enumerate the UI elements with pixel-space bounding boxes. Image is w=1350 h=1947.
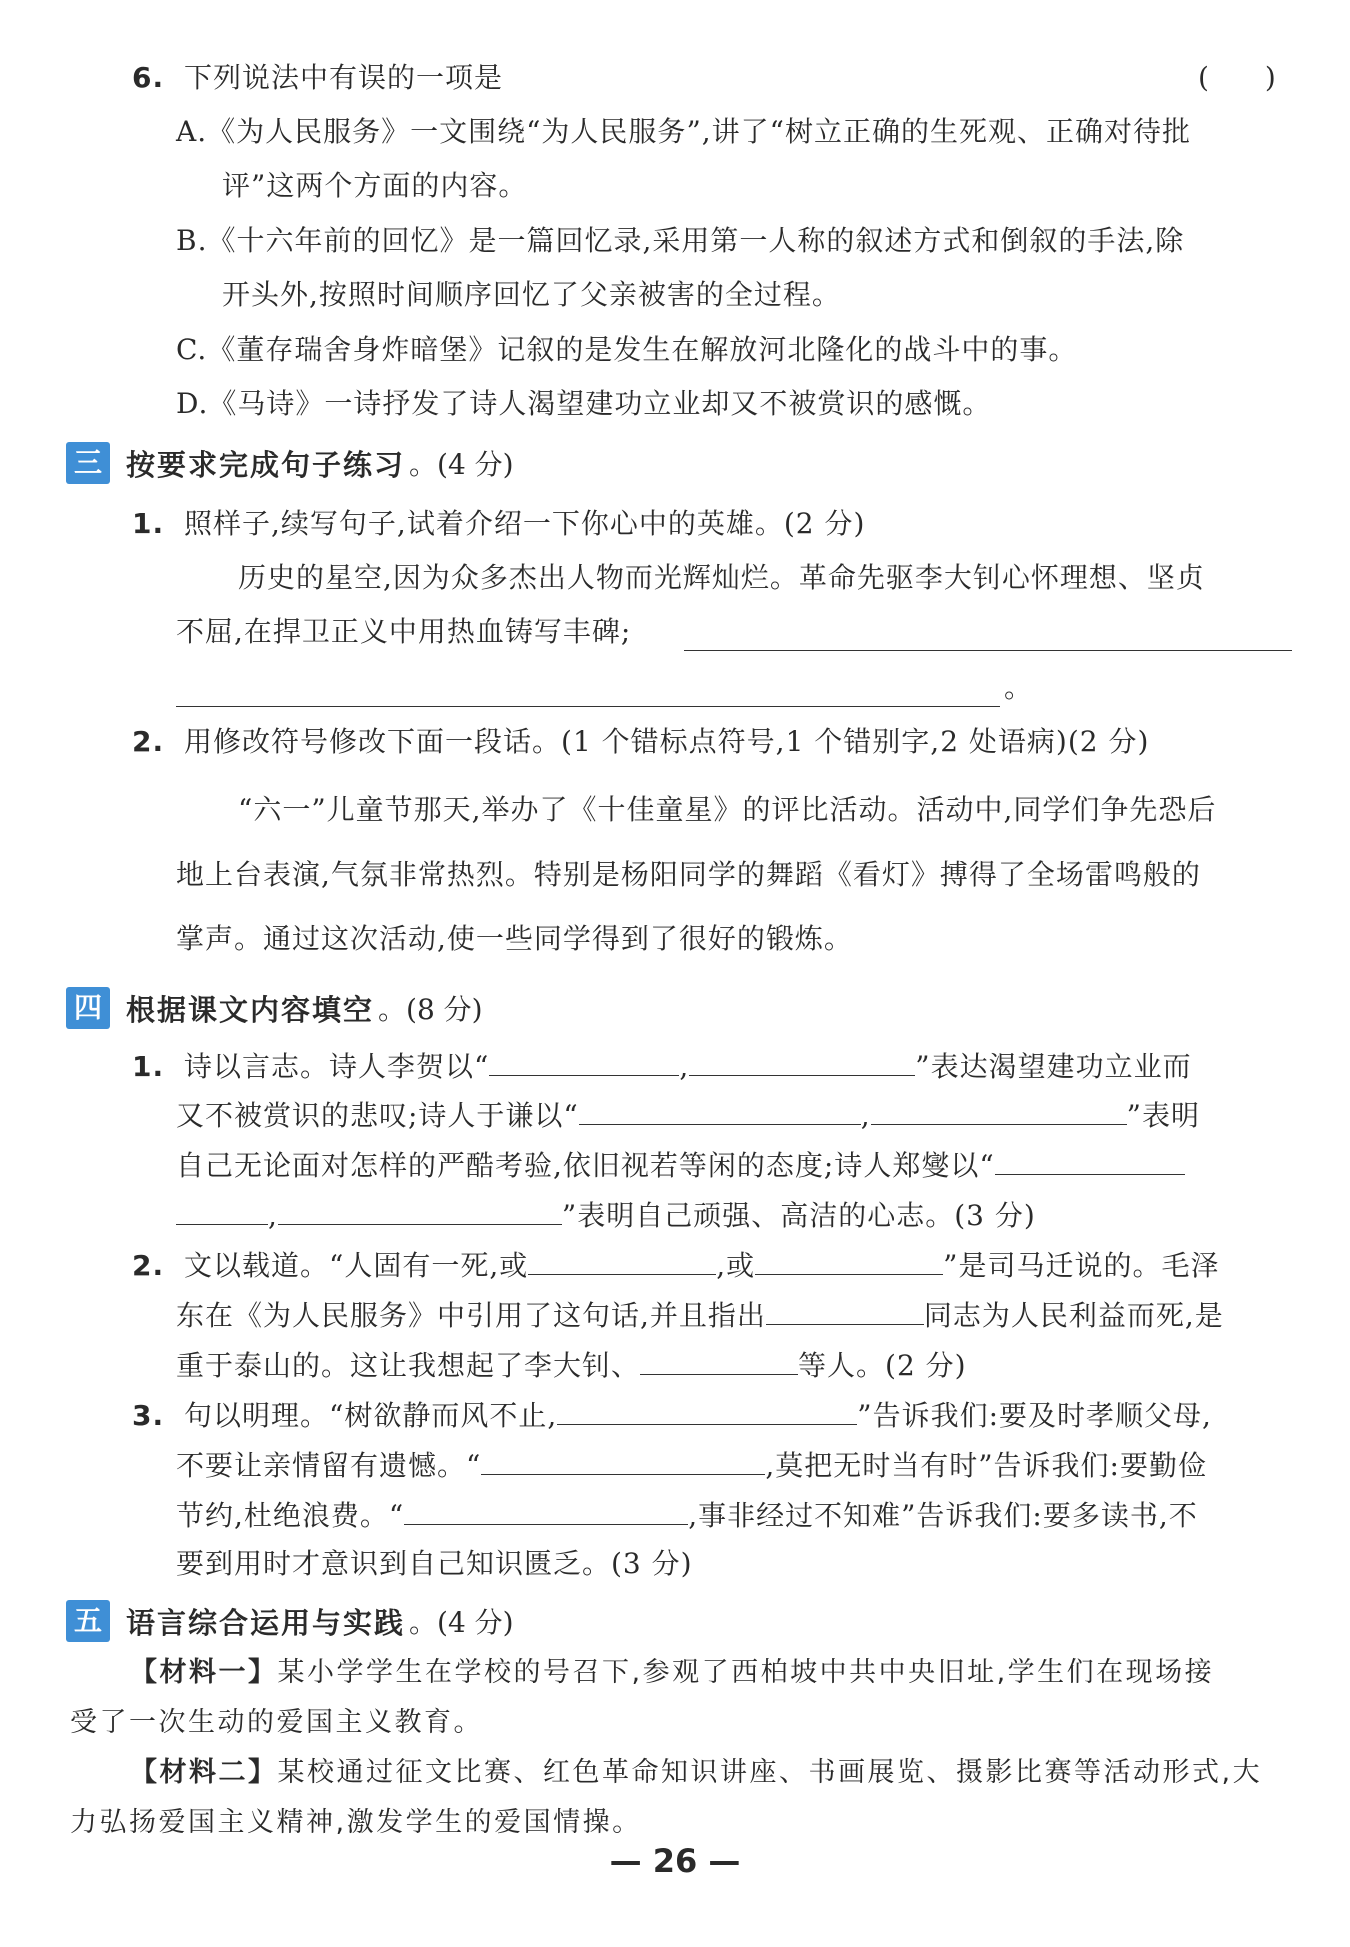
q6-option-b-line1: B.《十六年前的回忆》是一篇回忆录,采用第一人称的叙述方式和倒叙的手法,除: [176, 224, 1185, 257]
sec4-q2-line1: [132, 1244, 1219, 1286]
sec4-q1-line3: [176, 1144, 1185, 1186]
sec3-q2-passage-line2: 地上台表演,气氛非常热烈。特别是杨阳同学的舞蹈《看灯》搏得了全场雷鸣般的: [176, 858, 1201, 891]
sec4-q3-number: 3.: [132, 1399, 165, 1432]
q6-stem: [132, 58, 503, 98]
page-number: — 26 —: [609, 1842, 741, 1880]
sec4-q1-line4: [176, 1194, 1036, 1236]
sec4-q2-text-e: 同志为人民利益而死,是: [923, 1299, 1224, 1332]
sec3-q2-prompt: [132, 722, 1149, 762]
sec4-q3-line3: [176, 1494, 1198, 1536]
section-4-title: 根据课文内容填空: [126, 992, 375, 1027]
sec4-q2-text-b: ,或: [716, 1249, 756, 1282]
sec4-q3-text-a: 句以明理。“树欲静而风不止,: [184, 1399, 558, 1432]
sec4-q1-text-d: 又不被赏识的悲叹;诗人于谦以“: [176, 1099, 579, 1132]
section-5-header: [66, 1598, 514, 1644]
sec4-q1-text-h: ,: [268, 1199, 278, 1232]
sec4-q1-blank-5-cont[interactable]: [176, 1194, 268, 1225]
sec4-q1-text-c: ”表达渴望建功立业而: [915, 1050, 1192, 1083]
sec4-q1-text-i: ”表明自己顽强、高洁的心志。(3 分): [561, 1199, 1036, 1232]
section-4-badge: 四: [66, 987, 110, 1029]
sec4-q3-line4: 要到用时才意识到自己知识匮乏。(3 分): [176, 1547, 693, 1580]
material-1-line1: [130, 1653, 1214, 1693]
sec4-q2-text-c: ”是司马迁说的。毛泽: [943, 1249, 1220, 1282]
sec4-q1-text-b: ,: [679, 1050, 690, 1083]
sec4-q2-blank-1[interactable]: [528, 1244, 716, 1275]
section-5-title: 语言综合运用与实践: [126, 1605, 406, 1640]
sec4-q3-text-c: 不要让亲情留有遗憾。“: [176, 1449, 482, 1482]
q6-stem-text: 下列说法中有误的一项是: [184, 61, 504, 94]
sec4-q1-blank-1[interactable]: [489, 1045, 679, 1076]
section-5-score: 。(4 分): [409, 1606, 514, 1639]
sec4-q3-blank-1[interactable]: [557, 1394, 857, 1425]
sec4-q2-line2: [176, 1294, 1224, 1336]
sec3-q2-passage-line3: 掌声。通过这次活动,使一些同学得到了很好的锻炼。: [176, 922, 853, 955]
sec3-q2-number: 2.: [132, 725, 165, 758]
sec4-q2-blank-2[interactable]: [755, 1244, 943, 1275]
q6-answer-paren[interactable]: ( ): [1198, 61, 1276, 94]
sec4-q1-number: 1.: [132, 1050, 165, 1083]
section-4-score: 。(8 分): [378, 993, 483, 1026]
sec4-q1-line1: [132, 1045, 1192, 1087]
sec3-q1-text: 照样子,续写句子,试着介绍一下你心中的英雄。(2 分): [184, 507, 866, 540]
sec4-q2-blank-4[interactable]: [640, 1344, 798, 1375]
section-4-header: [66, 985, 483, 1031]
sec3-q1-answer-blank-2[interactable]: [176, 668, 1000, 707]
sec4-q2-text-d: 东在《为人民服务》中引用了这句话,并且指出: [176, 1299, 766, 1332]
q6-option-a-line1: A.《为人民服务》一文围绕“为人民服务”,讲了“树立正确的生死观、正确对待批: [176, 115, 1191, 148]
sec4-q3-text-d: ,莫把无时当有时”告诉我们:要勤俭: [765, 1449, 1207, 1482]
material-1-tag: 【材料一】: [130, 1657, 278, 1688]
material-1-line2: 受了一次生动的爱国主义教育。: [70, 1707, 483, 1738]
sec4-q3-text-b: ”告诉我们:要及时孝顺父母,: [857, 1399, 1212, 1432]
sec4-q1-line2: [176, 1094, 1200, 1136]
q6-option-a-line2: 评”这两个方面的内容。: [222, 169, 528, 202]
sec4-q2-line3: [176, 1344, 967, 1386]
sec4-q2-text-f: 重于泰山的。这让我想起了李大钊、: [176, 1349, 641, 1382]
q6-option-c: C.《董存瑞舍身炸暗堡》记叙的是发生在解放河北隆化的战斗中的事。: [176, 333, 1078, 366]
sec4-q2-text-a: 文以载道。“人固有一死,或: [184, 1249, 529, 1282]
sec3-q1-number: 1.: [132, 507, 165, 540]
sec3-q1-prompt: [132, 504, 865, 544]
sec3-q1-end-mark: 。: [1004, 671, 1034, 704]
sec4-q1-blank-5[interactable]: [995, 1144, 1185, 1175]
sec4-q3-text-f: ,事非经过不知难”告诉我们:要多读书,不: [688, 1499, 1198, 1532]
q6-option-b-line2: 开头外,按照时间顺序回忆了父亲被害的全过程。: [222, 278, 841, 311]
sec4-q2-text-g: 等人。(2 分): [798, 1349, 967, 1382]
material-2-text-1: 某校通过征文比赛、红色革命知识讲座、书画展览、摄影比赛等活动形式,大: [277, 1757, 1263, 1788]
material-2-tag: 【材料二】: [130, 1757, 278, 1788]
sec4-q3-blank-2[interactable]: [481, 1444, 765, 1475]
sec4-q1-text-e: ,: [860, 1099, 871, 1132]
section-3-score: 。(4 分): [409, 448, 514, 481]
sec4-q3-line1: [132, 1394, 1212, 1436]
sec4-q3-blank-3[interactable]: [404, 1494, 688, 1525]
material-2-line1: [130, 1753, 1262, 1793]
section-5-badge: 五: [66, 1600, 110, 1642]
q6-option-d: D.《马诗》一诗抒发了诗人渴望建功立业却又不被赏识的感慨。: [176, 387, 992, 420]
section-3-badge: 三: [66, 442, 110, 484]
material-2-line2: 力弘扬爱国主义精神,激发学生的爱国情操。: [70, 1807, 642, 1838]
sec4-q1-blank-4[interactable]: [871, 1094, 1127, 1125]
sec4-q3-line2: [176, 1444, 1207, 1486]
sec4-q1-text-a: 诗以言志。诗人李贺以“: [184, 1050, 490, 1083]
material-1-text-1: 某小学学生在学校的号召下,参观了西柏坡中共中央旧址,学生们在现场接: [277, 1657, 1215, 1688]
q6-number: 6.: [132, 61, 165, 94]
sec4-q3-text-e: 节约,杜绝浪费。“: [176, 1499, 405, 1532]
sec4-q1-blank-6[interactable]: [278, 1194, 562, 1225]
sec3-q1-example-line1: 历史的星空,因为众多杰出人物而光辉灿烂。革命先驱李大钊心怀理想、坚贞: [238, 561, 1205, 594]
section-3-title: 按要求完成句子练习: [126, 447, 406, 482]
sec3-q2-text: 用修改符号修改下面一段话。(1 个错标点符号,1 个错别字,2 处语病)(2 分): [184, 725, 1150, 758]
sec4-q2-blank-3[interactable]: [766, 1294, 924, 1325]
sec4-q1-blank-3[interactable]: [579, 1094, 861, 1125]
sec4-q1-text-f: ”表明: [1126, 1099, 1200, 1132]
sec4-q2-number: 2.: [132, 1249, 165, 1282]
section-3-header: [66, 440, 514, 486]
sec3-q2-passage-line1: “六一”儿童节那天,举办了《十佳童星》的评比活动。活动中,同学们争先恐后: [238, 793, 1217, 826]
sec4-q1-text-g: 自己无论面对怎样的严酷考验,依旧视若等闲的态度;诗人郑燮以“: [176, 1149, 995, 1182]
sec3-q1-example-line2: 不屈,在捍卫正义中用热血铸写丰碑;: [176, 615, 632, 648]
sec4-q1-blank-2[interactable]: [689, 1045, 915, 1076]
sec3-q1-answer-blank-1[interactable]: [684, 612, 1292, 651]
